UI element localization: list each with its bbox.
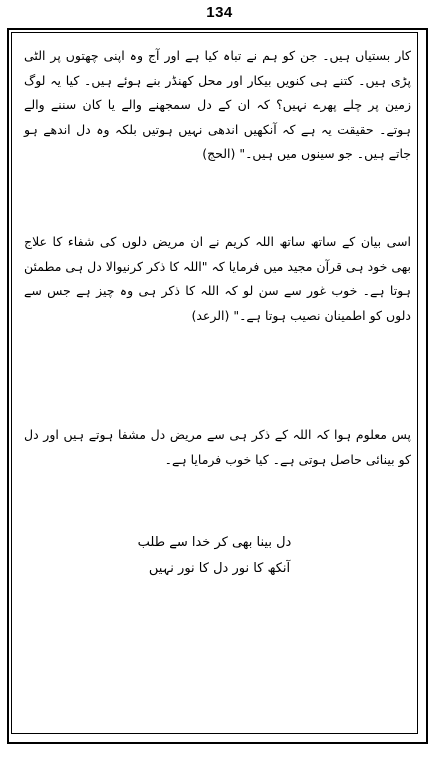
paragraph-3 [24,423,411,472]
paragraph-2-text: اسی بیان کے ساتھ ساتھ اللہ کریم نے ان مریض دلوں کی شفاء کا علاج بھی خود ہی قرآن مجید میں فرمایا کہ "اللہ کا ذکر کرنیوالا دل ہی مطمئن ہوتا ہے۔ خوب غور سے سن لو کہ اللہ کا ذکر ہی وہ چیز ہے جس سے دلوں کو اطمینان نصیب ہوتا ہے۔" (الرعد) [23,234,411,323]
paragraph-3-text: پس معلوم ہوا کہ اللہ کے ذکر ہی سے مریض دل مشفا ہوتے ہیں اور دل کو بینائی حاصل ہوتی ہے۔ کیا خوب فرمایا ہے۔ [24,427,411,467]
paragraph-1 [24,44,411,167]
couplet-line-1: دل بینا بھی کر خدا سے طلب [137,535,292,550]
paragraph-1-text: کار بستیاں ہیں۔ جن کو ہم نے تباہ کیا ہے اور آج وہ اپنی چھتوں پر الٹی پڑی ہیں۔ کتنے ہی کنویں بیکار اور محل کھنڈر بنے ہوئے ہیں۔ کیا یہ لوگ زمین پر چلے پھرے نہیں؟ کہ ان کے دل سمجھنے والے یا کان سننے والے ہوتے۔ حقیقت یہ ہے کہ آنکھیں اندھی نہیں ہوتیں بلکہ وہ دل اندھے ہو جاتے ہیں۔ جو سینوں میں ہیں۔" (الحج) [24,48,411,161]
page-number: 134 [206,4,233,21]
poetry-couplet [0,530,439,582]
paragraph-2 [24,230,411,328]
couplet-line-2: آنکھ کا نور دل کا نور نہیں [148,561,291,576]
